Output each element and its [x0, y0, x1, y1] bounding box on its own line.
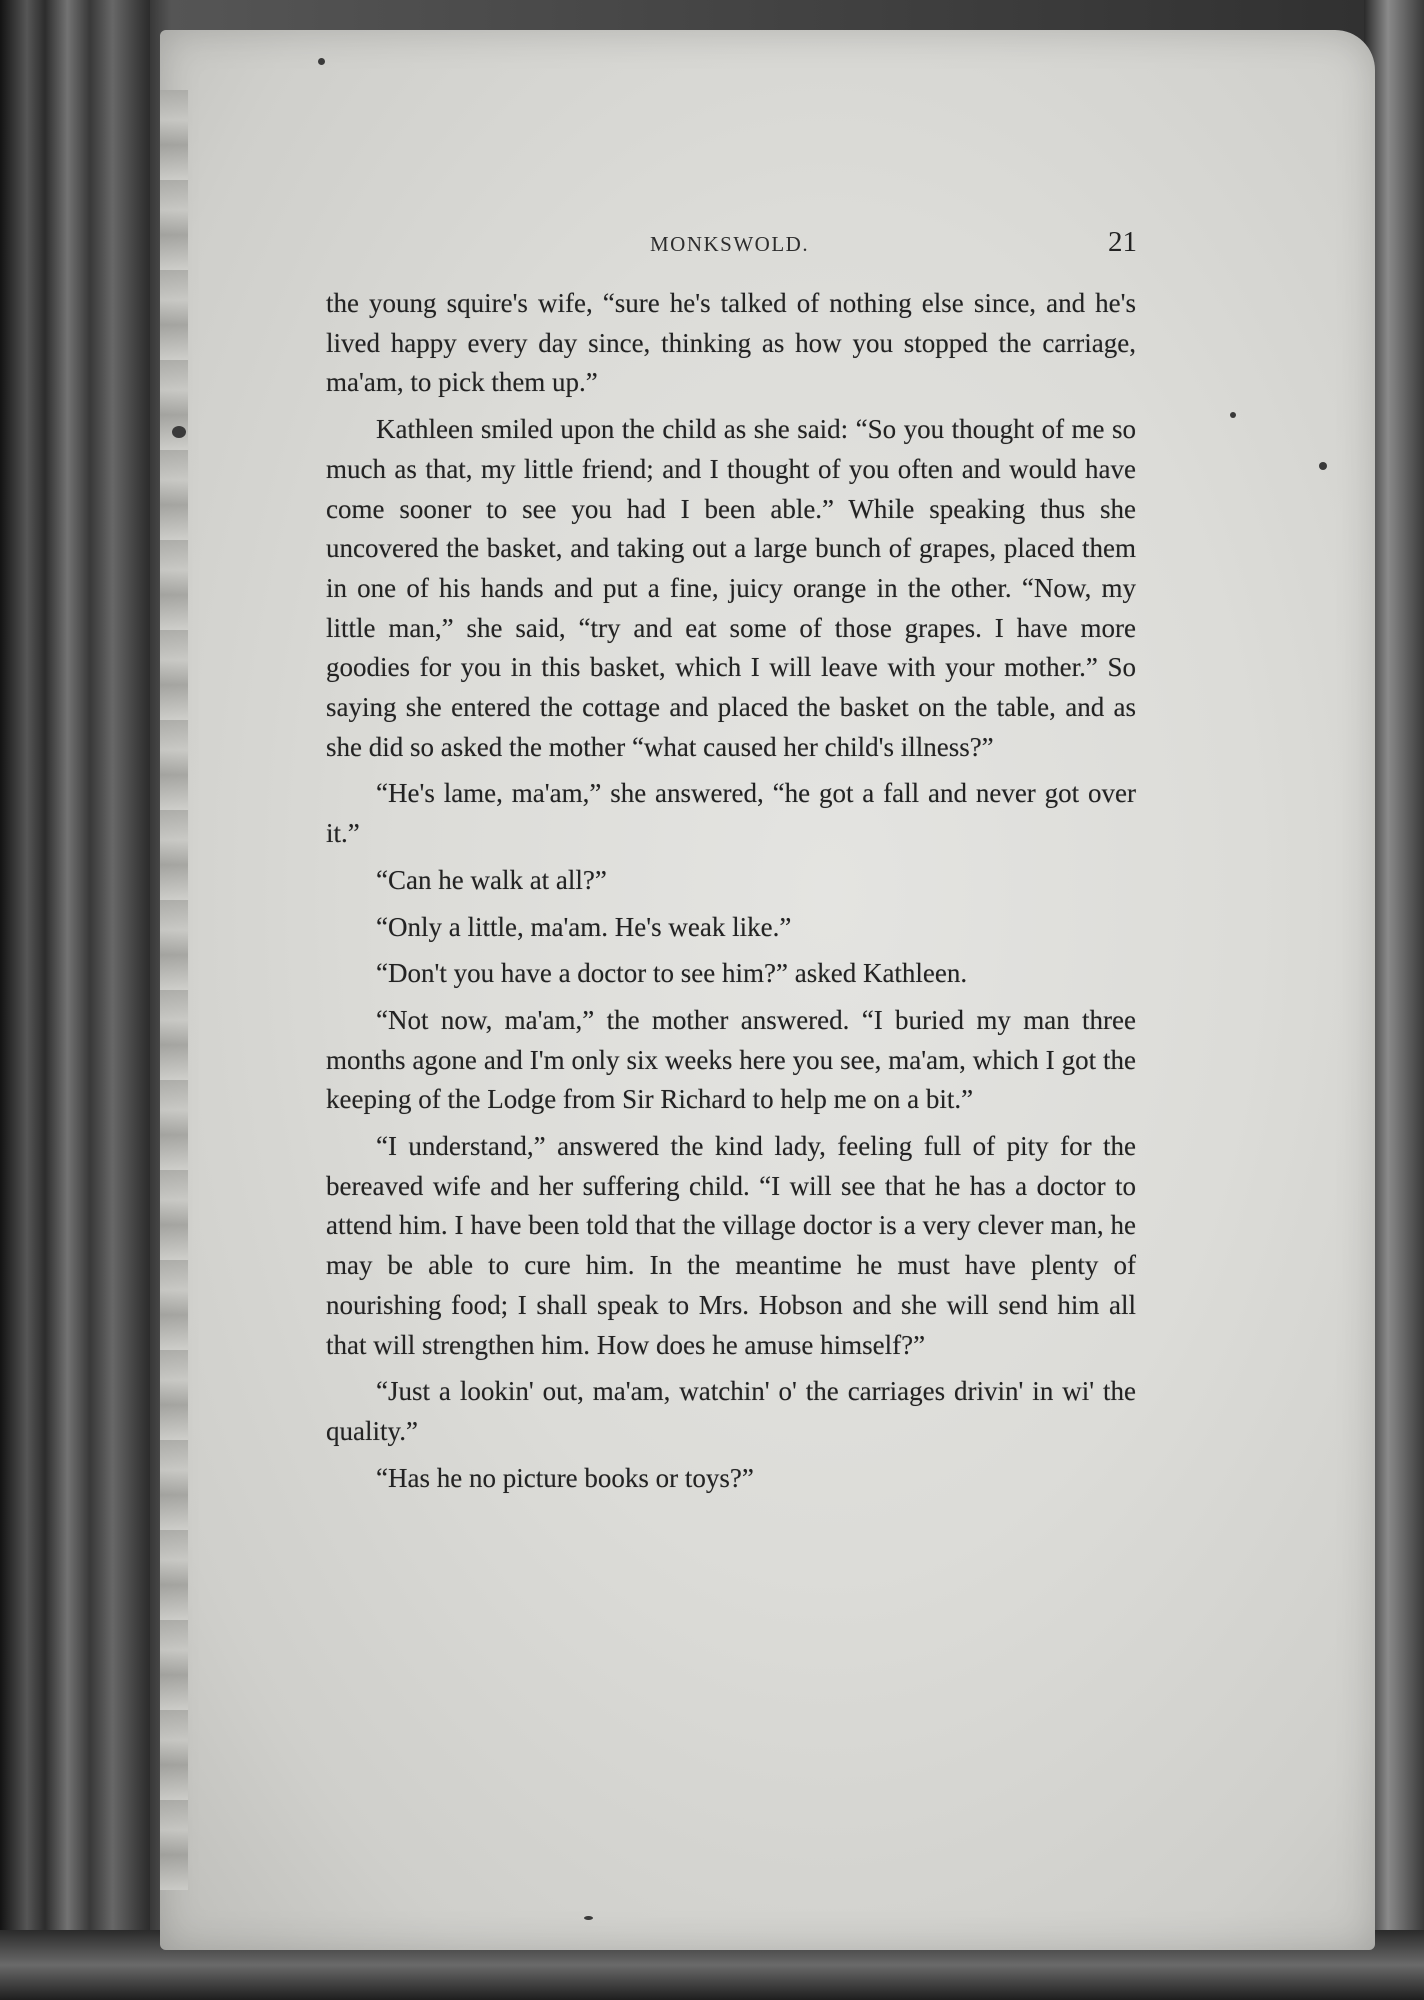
paragraph: “Has he no picture books or toys?”	[376, 1462, 754, 1493]
page-number: 21	[1108, 226, 1137, 258]
dust-speck	[1230, 412, 1236, 418]
paragraph: “Can he walk at all?”	[376, 864, 607, 895]
dust-speck	[584, 1916, 593, 1920]
dust-speck	[1319, 462, 1327, 470]
running-head: MONKSWOLD.	[650, 232, 810, 256]
paragraph: the young squire's wife, “sure he's talked of nothing else since, and he's lived happy every day since, thinking as how you stopped the carriage, ma'am, to pick them up.”	[326, 288, 1136, 398]
paragraph: Kathleen smiled upon the child as she said: “So you thought of me so much as that, my little friend; and I thought of you often and would have come sooner to see you had I been able.” While speaking thus she uncovered the basket, and taking out a large bunch of grapes, placed them in one of his hands and put a fine, juicy orange in the other. “Now, my little man,” she said, “try and eat some of those grapes. I have more goodies for you in this basket, which I will leave with your mother.” So saying she entered the cottage and placed the basket on the table, and as she did so asked the mother “what caused her child's illness?”	[326, 414, 1136, 762]
paragraph: “Not now, ma'am,” the mother answered. “I buried my man three months agone and I'm only six weeks here you see, ma'am, which I got the keeping of the Lodge from Sir Richard to help me on a bit.”	[326, 1004, 1136, 1115]
paragraph: “I understand,” answered the kind lady, feeling full of pity for the bereaved wife and her suffering child. “I will see that he has a doctor to attend him. I have been told that the village doctor is a very clever man, he may be able to cure him. In the meantime he must have plenty of nourishing food; I shall speak to Mrs. Hobson and she will send him all that will strengthen him. How does he amuse himself?”	[326, 1131, 1136, 1360]
paragraph: “Just a lookin' out, ma'am, watchin' o' the carriages drivin' in wi' the quality.”	[326, 1376, 1136, 1446]
paragraph: “Only a little, ma'am. He's weak like.”	[376, 911, 792, 942]
paragraph: “He's lame, ma'am,” she answered, “he got a fall and never got over it.”	[326, 778, 1136, 849]
torn-page-edge	[160, 90, 188, 1890]
paragraph: “Don't you have a doctor to see him?” asked Kathleen.	[376, 958, 968, 989]
dust-speck	[172, 426, 186, 438]
dust-speck	[318, 58, 325, 65]
scanner-frame-left	[0, 0, 150, 2000]
body-text	[326, 284, 1136, 1505]
